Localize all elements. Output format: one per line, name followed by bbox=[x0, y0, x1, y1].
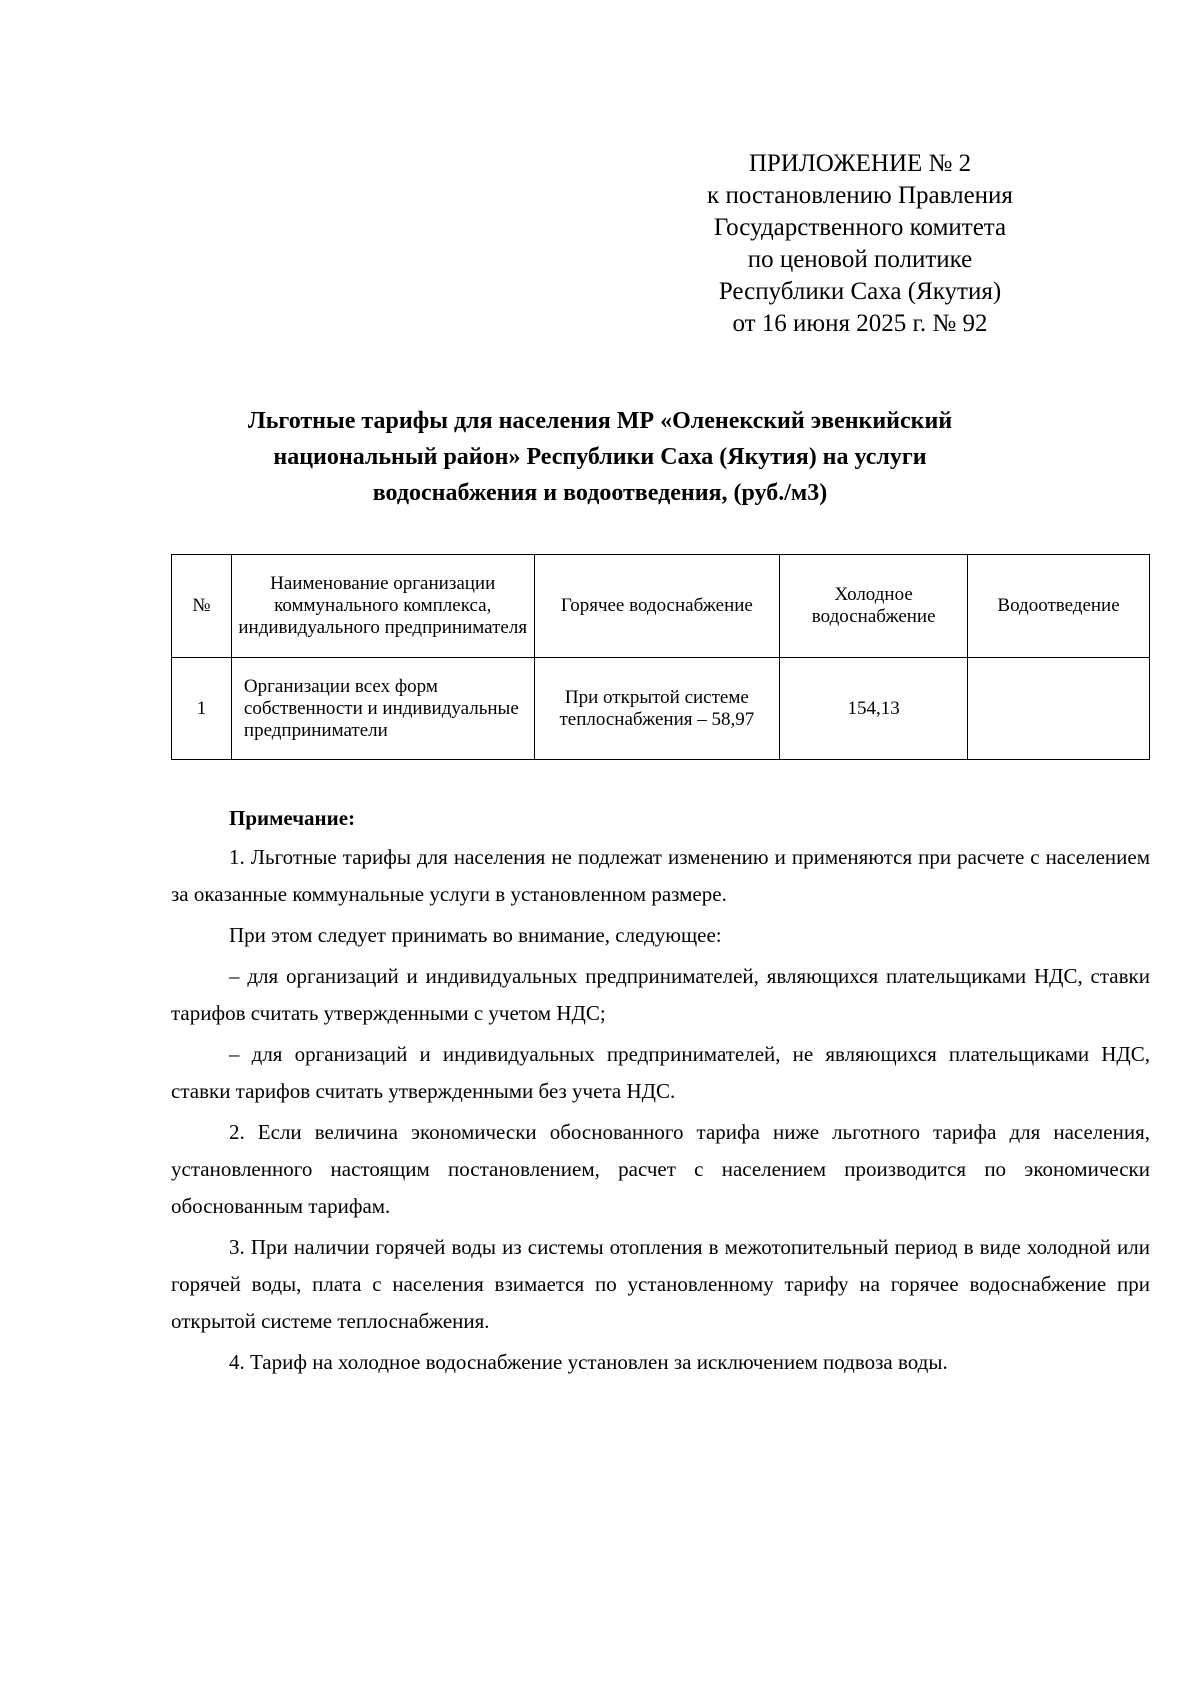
header-number: № bbox=[172, 555, 232, 658]
annex-date: от 16 июня 2025 г. № 92 bbox=[732, 310, 988, 337]
annex-line: Государственного комитета bbox=[713, 214, 1007, 241]
tariff-table bbox=[171, 554, 1150, 760]
header-hot-water: Горячее водоснабжение bbox=[534, 555, 780, 658]
header-sewerage: Водоотведение bbox=[968, 555, 1150, 658]
note-paragraph: 1. Льготные тарифы для населения не подлежат изменению и применяются при расчете с населением за оказанные коммунальные услуги в установленном размере. bbox=[171, 845, 1150, 906]
note-paragraph: 3. При наличии горячей воды из системы отопления в межотопительный период в виде холодной или горячей воды, плата с населения взимается по установленному тарифу на горячее водоснабжение при открытой системе теплоснабжения. bbox=[171, 1235, 1150, 1333]
cell-cold-water: 154,13 bbox=[780, 658, 968, 760]
note-paragraph: – для организаций и индивидуальных предпринимателей, не являющихся плательщиками НДС, ставки тарифов считать утвержденными без учета НДС. bbox=[171, 1042, 1150, 1103]
table-header-row bbox=[172, 555, 1150, 658]
annex-line: Республики Саха (Якутия) bbox=[718, 278, 1002, 305]
title-line: национальный район» Республики Саха (Якутия) на услуги bbox=[273, 444, 927, 470]
annex-title: ПРИЛОЖЕНИЕ № 2 bbox=[748, 150, 972, 177]
notes-heading: Примечание: bbox=[229, 806, 356, 830]
table-row bbox=[172, 658, 1150, 760]
cell-sewerage bbox=[968, 658, 1150, 760]
cell-organization: Организации всех форм собственности и индивидуальные предприниматели bbox=[231, 658, 534, 760]
cell-hot-water: При открытой системе теплоснабжения – 58,97 bbox=[534, 658, 780, 760]
cell-number: 1 bbox=[172, 658, 232, 760]
header-organization: Наименование организации коммунального комплекса, индивидуального предпринимателя bbox=[231, 555, 534, 658]
notes-section bbox=[171, 800, 1150, 1381]
note-paragraph: При этом следует принимать во внимание, следующее: bbox=[229, 923, 722, 947]
title-line: водоснабжения и водоотведения, (руб./м3) bbox=[372, 480, 828, 506]
header-cold-water: Холодное водоснабжение bbox=[780, 555, 968, 658]
title-line: Льготные тарифы для населения МР «Оленекский эвенкийский bbox=[247, 408, 953, 434]
note-paragraph: 2. Если величина экономически обоснованного тарифа ниже льготного тарифа для населения, установленного настоящим постановлением, расчет с населением производится по экономически обоснованным тарифам. bbox=[171, 1120, 1150, 1218]
annex-line: к постановлению Правления bbox=[707, 182, 1013, 209]
annex-line: по ценовой политике bbox=[747, 246, 973, 273]
document-title bbox=[210, 403, 990, 511]
annex-block bbox=[690, 148, 1030, 340]
note-paragraph: – для организаций и индивидуальных предпринимателей, являющихся плательщиками НДС, ставки тарифов считать утвержденными с учетом НДС; bbox=[171, 964, 1150, 1025]
note-paragraph: 4. Тариф на холодное водоснабжение установлен за исключением подвоза воды. bbox=[229, 1350, 948, 1374]
